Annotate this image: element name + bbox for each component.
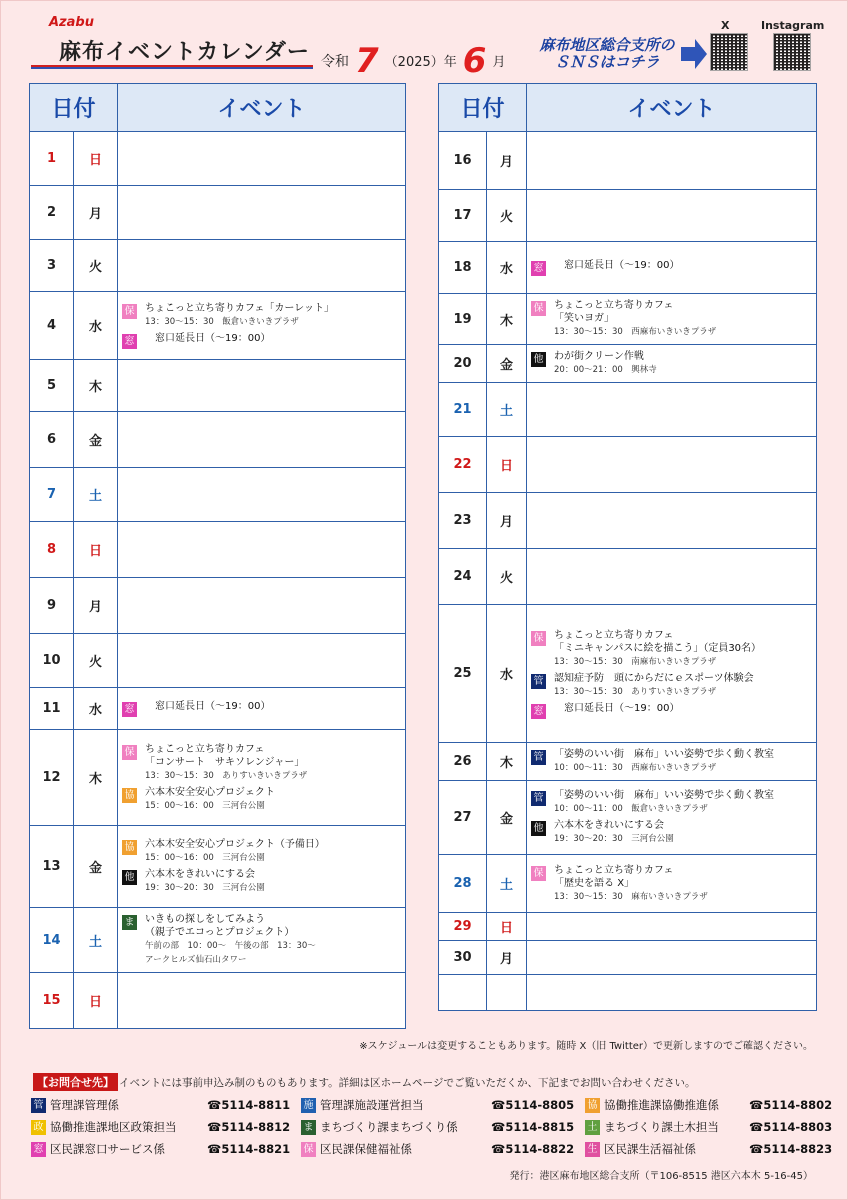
category-badge: 生 [585, 1142, 600, 1157]
event-cell [118, 730, 406, 826]
day-row [439, 975, 817, 1011]
event-cell [118, 412, 406, 468]
day-row [439, 743, 817, 781]
weekday: 木 [487, 294, 527, 345]
weekday: 土 [74, 468, 118, 522]
event-item[interactable] [531, 629, 812, 669]
event-text [145, 302, 334, 329]
event-item[interactable] [531, 864, 812, 904]
arrow-right-icon [681, 37, 707, 71]
event-title: 窓口延長日（～19：00） [554, 260, 680, 271]
event-cell [527, 132, 817, 190]
event-item[interactable] [531, 299, 812, 339]
day-row [30, 186, 406, 240]
event-text [145, 913, 316, 967]
event-text [554, 350, 657, 377]
category-badge: 管 [531, 791, 546, 806]
weekday: 金 [74, 826, 118, 908]
contact-item [31, 1097, 291, 1113]
contact-phone: ☎5114-8815 [491, 1120, 575, 1134]
event-cell [527, 242, 817, 294]
event-venue: アークヒルズ仙石山タワー [145, 955, 247, 965]
header-date: 日付 [439, 84, 527, 132]
event-cell [118, 468, 406, 522]
weekday: 月 [74, 186, 118, 240]
event-cell [118, 688, 406, 730]
schedule-note: ※スケジュールは変更することもあります。随時 X（旧 Twitter）で更新しますのでご確認ください。 [359, 1041, 813, 1052]
day-number: 1 [30, 132, 74, 186]
contact-phone: ☎5114-8823 [749, 1142, 833, 1156]
contact-name: 管理課施設運営担当 [320, 1098, 424, 1112]
event-title: ちょこっと立ち寄りカフェ [554, 864, 674, 876]
contact-name: 協働推進課地区政策担当 [50, 1120, 177, 1134]
x-qr-code-icon[interactable] [710, 33, 748, 71]
contact-item [31, 1141, 291, 1157]
day-row [30, 973, 406, 1029]
instagram-qr-code-icon[interactable] [773, 33, 811, 71]
event-cell [527, 913, 817, 941]
header-event: イベント [118, 84, 406, 132]
event-title: いきもの探しをしてみよう [145, 914, 266, 925]
event-text [145, 743, 307, 783]
event-cell [527, 493, 817, 549]
category-badge: ま [122, 915, 137, 930]
header-date [321, 41, 505, 81]
contact-name: 協働推進課協働推進係 [604, 1098, 719, 1112]
weekday: 月 [74, 578, 118, 634]
event-title: ちょこっと立ち寄りカフェ「カーレット」 [145, 303, 335, 314]
event-title: ちょこっと立ち寄りカフェ [554, 629, 674, 641]
event-text [554, 672, 754, 699]
event-cell [527, 605, 817, 743]
day-number: 24 [439, 549, 487, 605]
event-detail: 19：30～20：30 三河台公園 [554, 834, 674, 844]
event-item[interactable] [122, 700, 401, 717]
event-cell [118, 360, 406, 412]
publisher: 発行：港区麻布地区総合支所（〒106-8515 港区六本木 5-16-45） [509, 1171, 813, 1182]
page-title: 麻布イベントカレンダー [59, 40, 310, 65]
event-cell [118, 292, 406, 360]
event-title: 六本木をきれいにする会 [554, 820, 665, 831]
event-cell [118, 186, 406, 240]
day-number: 6 [30, 412, 74, 468]
event-subtitle: 「笑いヨガ」 [554, 313, 615, 324]
day-number: 14 [30, 908, 74, 973]
event-cell [527, 383, 817, 437]
calendar-table-left [29, 83, 406, 1029]
weekday: 木 [487, 743, 527, 781]
day-number: 8 [30, 522, 74, 578]
event-item[interactable] [531, 259, 812, 276]
event-cell [118, 240, 406, 292]
category-badge: 保 [531, 866, 546, 881]
event-detail: 19：30～20：30 三河台公園 [145, 883, 265, 893]
contact-name: 区民課生活福祉係 [604, 1142, 696, 1156]
event-subtitle: 「コンサート サキソレンジャー」 [145, 756, 305, 768]
x-label: X [721, 19, 730, 32]
category-badge: 施 [301, 1098, 316, 1113]
category-badge: 窓 [31, 1142, 46, 1157]
contact-phone: ☎5114-8805 [491, 1098, 575, 1112]
day-row [439, 913, 817, 941]
day-row [30, 578, 406, 634]
category-badge: 協 [122, 788, 137, 803]
weekday: 土 [74, 908, 118, 973]
day-row [30, 522, 406, 578]
event-item[interactable] [122, 743, 401, 783]
day-number: 9 [30, 578, 74, 634]
era-label: 令和 [321, 54, 349, 70]
day-row [439, 855, 817, 913]
day-row [439, 383, 817, 437]
event-item[interactable] [122, 838, 401, 865]
category-badge: 保 [531, 631, 546, 646]
category-badge: 政 [31, 1120, 46, 1135]
weekday: 水 [74, 292, 118, 360]
event-text [145, 868, 265, 895]
contact-item [31, 1119, 291, 1135]
event-cell [527, 190, 817, 242]
day-row [30, 468, 406, 522]
event-item[interactable] [531, 748, 812, 775]
event-title: 「姿勢のいい街 麻布」いい姿勢で歩く動く教室 [554, 790, 775, 801]
day-number: 30 [439, 941, 487, 975]
day-number: 4 [30, 292, 74, 360]
weekday: 日 [487, 913, 527, 941]
event-title: 認知症予防 頭にからだにｅスポーツ体験会 [554, 672, 754, 684]
contact-phone: ☎5114-8822 [491, 1142, 575, 1156]
category-badge: 他 [531, 352, 546, 367]
event-detail: 15：00～16：00 三河台公園 [145, 853, 265, 863]
event-cell [118, 578, 406, 634]
weekday: 火 [74, 634, 118, 688]
event-detail: 20：00～21：00 興林寺 [554, 365, 657, 375]
contact-name: まちづくり課まちづくり係 [320, 1120, 458, 1134]
sns-callout [531, 37, 683, 71]
event-subtitle: 「歴史を語る X」 [554, 877, 635, 889]
event-subtitle: 「ミニキャンパスに絵を描こう」（定員30名） [554, 642, 762, 654]
category-badge: 保 [301, 1142, 316, 1157]
weekday [487, 975, 527, 1011]
weekday: 日 [74, 522, 118, 578]
event-title: 窓口延長日（～19：00） [554, 702, 680, 714]
title-underline [31, 65, 313, 69]
category-badge: 保 [531, 301, 546, 316]
event-text [145, 332, 270, 345]
category-badge: 他 [531, 821, 546, 836]
event-item[interactable] [531, 350, 812, 377]
event-title: 窓口延長日（～19：00） [145, 333, 271, 344]
day-number: 15 [30, 973, 74, 1029]
event-cell [527, 345, 817, 383]
day-number: 11 [30, 688, 74, 730]
event-cell [118, 973, 406, 1029]
event-text [554, 748, 774, 775]
event-text [554, 819, 674, 846]
sns-line2: ＳＮＳはコチラ [554, 53, 660, 71]
event-item[interactable] [122, 913, 401, 967]
event-detail: 午前の部 10：00～ 午後の部 13：30～ [145, 941, 316, 951]
day-row [30, 634, 406, 688]
inquiry-heading: 【お問合せ先】 [33, 1073, 118, 1091]
event-cell [527, 743, 817, 781]
event-title: ちょこっと立ち寄りカフェ [554, 300, 674, 311]
day-number: 13 [30, 826, 74, 908]
day-number: 27 [439, 781, 487, 855]
year-number: 7 [355, 41, 379, 81]
event-cell [118, 908, 406, 973]
category-badge: 土 [585, 1120, 600, 1135]
day-row [439, 781, 817, 855]
weekday: 火 [487, 549, 527, 605]
day-row [439, 242, 817, 294]
weekday: 日 [74, 132, 118, 186]
event-cell [118, 826, 406, 908]
instagram-label: Instagram [761, 19, 825, 32]
weekday: 土 [487, 855, 527, 913]
category-badge: 管 [531, 674, 546, 689]
contact-phone: ☎5114-8803 [749, 1120, 833, 1134]
day-row [439, 549, 817, 605]
contact-item [301, 1119, 575, 1135]
day-number: 26 [439, 743, 487, 781]
event-cell [527, 975, 817, 1011]
day-number: 23 [439, 493, 487, 549]
category-badge: 管 [531, 750, 546, 765]
weekday: 木 [74, 360, 118, 412]
weekday: 日 [74, 973, 118, 1029]
day-row [30, 360, 406, 412]
day-row [30, 412, 406, 468]
event-detail: 13：30～15：30 ありすいきいきプラザ [145, 770, 308, 781]
inquiry-text: イベントには事前申込み制のものもあります。詳細は区ホームページでご覧いただくか、下記までお問い合わせください。 [119, 1077, 696, 1089]
event-title: 六本木安全安心プロジェクト（予備日） [145, 839, 325, 850]
event-text [554, 789, 774, 816]
day-row [30, 240, 406, 292]
category-badge: 窓 [122, 334, 137, 349]
event-cell [527, 941, 817, 975]
category-badge: 保 [122, 745, 137, 760]
year-ad: （2025）年 [384, 55, 457, 70]
weekday: 水 [487, 605, 527, 743]
day-row [439, 294, 817, 345]
contact-item [585, 1097, 845, 1113]
weekday: 月 [487, 941, 527, 975]
day-row [439, 493, 817, 549]
day-number: 25 [439, 605, 487, 743]
weekday: 月 [487, 493, 527, 549]
day-row [30, 908, 406, 973]
event-item[interactable] [122, 302, 401, 329]
event-text [554, 629, 761, 669]
day-number: 29 [439, 913, 487, 941]
event-item[interactable] [531, 819, 812, 846]
contact-phone: ☎5114-8812 [207, 1120, 291, 1134]
month-number: 6 [462, 41, 487, 81]
event-title: わが街クリーン作戦 [554, 351, 644, 362]
day-number: 3 [30, 240, 74, 292]
event-detail: 10：00～11：30 西麻布いきいきプラザ [554, 763, 717, 773]
day-row [30, 132, 406, 186]
day-number: 28 [439, 855, 487, 913]
category-badge: 窓 [122, 702, 137, 717]
day-row [439, 190, 817, 242]
event-detail: 13：30～15：30 南麻布いきいきプラザ [554, 656, 717, 667]
weekday: 水 [487, 242, 527, 294]
weekday: 水 [74, 688, 118, 730]
contact-phone: ☎5114-8821 [207, 1142, 291, 1156]
event-text [554, 299, 716, 339]
calendar-table-right [438, 83, 817, 1011]
event-title: 「姿勢のいい街 麻布」いい姿勢で歩く動く教室 [554, 749, 775, 760]
event-cell [527, 855, 817, 913]
contact-name: 管理課管理係 [50, 1098, 119, 1112]
day-number: 20 [439, 345, 487, 383]
event-subtitle: （親子でエコっとプロジェクト） [145, 927, 295, 938]
event-cell [118, 132, 406, 186]
event-cell [527, 294, 817, 345]
day-number: 22 [439, 437, 487, 493]
day-row [30, 688, 406, 730]
event-detail: 10：00～11：00 飯倉いきいきプラザ [554, 804, 708, 814]
contact-phone: ☎5114-8802 [749, 1098, 833, 1112]
event-text [554, 864, 708, 904]
contact-phone: ☎5114-8811 [207, 1098, 291, 1112]
day-row [30, 292, 406, 360]
day-number: 17 [439, 190, 487, 242]
event-detail: 13：30～15：30 西麻布いきいきプラザ [554, 327, 717, 337]
day-number: 5 [30, 360, 74, 412]
category-badge: 窓 [531, 261, 546, 276]
header-event: イベント [527, 84, 817, 132]
category-badge: 協 [122, 840, 137, 855]
month-unit: 月 [492, 55, 506, 70]
day-number: 21 [439, 383, 487, 437]
category-badge: ま [301, 1120, 316, 1135]
event-text [145, 838, 325, 865]
event-text [145, 786, 275, 813]
event-detail: 13：30～15：30 ありすいきいきプラザ [554, 686, 717, 697]
event-cell [118, 634, 406, 688]
day-row [439, 132, 817, 190]
event-item[interactable] [531, 789, 812, 816]
event-item[interactable] [531, 702, 812, 719]
weekday: 金 [487, 781, 527, 855]
event-item[interactable] [122, 786, 401, 813]
day-row [30, 730, 406, 826]
contact-item [301, 1141, 575, 1157]
day-row [439, 345, 817, 383]
day-row [439, 437, 817, 493]
day-number: 18 [439, 242, 487, 294]
event-text [554, 259, 679, 272]
category-badge: 管 [31, 1098, 46, 1113]
contact-item [585, 1141, 845, 1157]
day-row [439, 941, 817, 975]
event-text [554, 702, 679, 715]
day-number: 7 [30, 468, 74, 522]
event-detail: 13：30～15：30 飯倉いきいきプラザ [145, 317, 299, 327]
weekday: 金 [487, 345, 527, 383]
category-badge: 保 [122, 304, 137, 319]
contact-name: 区民課保健福祉係 [320, 1142, 412, 1156]
category-badge: 他 [122, 870, 137, 885]
category-badge: 窓 [531, 704, 546, 719]
day-number: 2 [30, 186, 74, 240]
weekday: 火 [74, 240, 118, 292]
weekday: 月 [487, 132, 527, 190]
event-item[interactable] [531, 672, 812, 699]
contact-item [301, 1097, 575, 1113]
day-number: 16 [439, 132, 487, 190]
brand-label: Azabu [49, 15, 94, 30]
event-cell [527, 549, 817, 605]
event-text [145, 700, 270, 713]
contact-name: 区民課窓口サービス係 [50, 1142, 165, 1156]
contact-item [585, 1119, 845, 1135]
event-cell [527, 437, 817, 493]
sns-line1: 麻布地区総合支所の [539, 36, 675, 54]
event-title: 窓口延長日（～19：00） [145, 701, 271, 712]
day-number: 19 [439, 294, 487, 345]
event-item[interactable] [122, 868, 401, 895]
contact-name: まちづくり課土木担当 [604, 1120, 719, 1134]
day-number: 10 [30, 634, 74, 688]
day-number: 12 [30, 730, 74, 826]
event-item[interactable] [122, 332, 401, 349]
event-title: 六本木安全安心プロジェクト [145, 786, 275, 798]
header-date: 日付 [30, 84, 118, 132]
event-detail: 15：00～16：00 三河台公園 [145, 800, 265, 811]
event-cell [527, 781, 817, 855]
day-row [30, 826, 406, 908]
weekday: 土 [487, 383, 527, 437]
event-title: 六本木をきれいにする会 [145, 869, 256, 880]
event-cell [118, 522, 406, 578]
category-badge: 協 [585, 1098, 600, 1113]
day-number [439, 975, 487, 1011]
weekday: 木 [74, 730, 118, 826]
event-detail: 13：30～15：30 麻布いきいきプラザ [554, 891, 708, 902]
weekday: 火 [487, 190, 527, 242]
day-row [439, 605, 817, 743]
weekday: 金 [74, 412, 118, 468]
event-title: ちょこっと立ち寄りカフェ [145, 743, 265, 755]
weekday: 日 [487, 437, 527, 493]
